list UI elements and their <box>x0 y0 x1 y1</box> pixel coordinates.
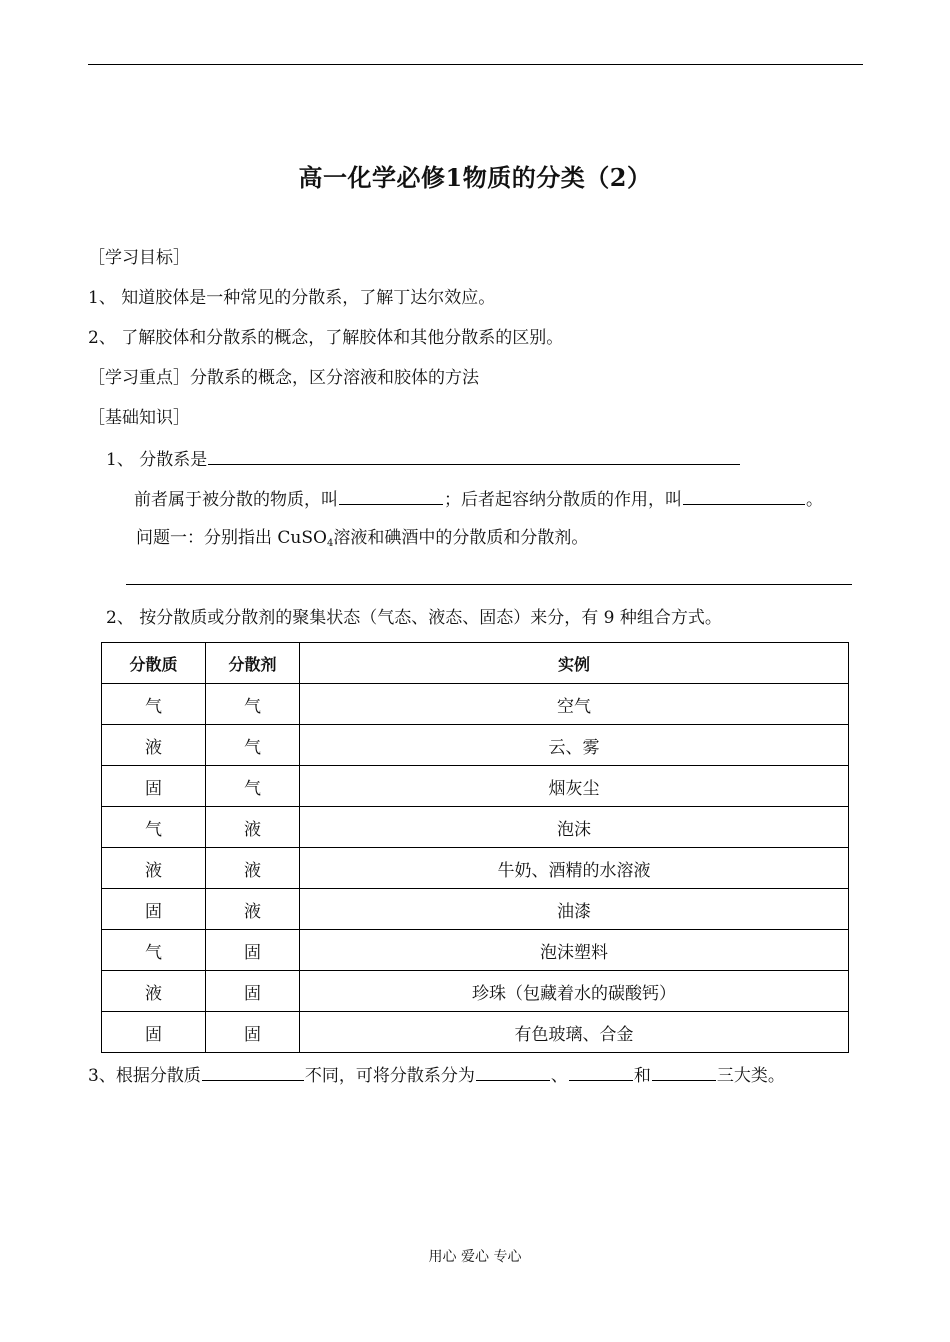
table-cell: 气 <box>206 766 300 807</box>
basics-heading: ［基础知识］ <box>88 408 190 428</box>
table-cell: 空气 <box>300 684 849 725</box>
objective-item-1: 1、 知道胶体是一种常见的分散系，了解丁达尔效应。 <box>88 288 496 308</box>
table-cell: 气 <box>102 930 206 971</box>
question-one-subscript: 4 <box>326 538 334 549</box>
table-row <box>102 848 849 889</box>
question-3-text-c: 、 <box>550 1066 568 1086</box>
table-cell: 烟灰尘 <box>300 766 849 807</box>
table-row <box>102 1012 849 1053</box>
table-cell: 固 <box>102 1012 206 1053</box>
question-3-text-b: 不同，可将分散系分为 <box>304 1066 475 1086</box>
answer-line[interactable] <box>126 584 852 585</box>
table-row <box>102 971 849 1012</box>
table-cell: 液 <box>102 725 206 766</box>
table-cell: 泡沫 <box>300 807 849 848</box>
question-2: 2、 按分散质或分散剂的聚集状态（气态、液态、固态）来分，有 9 种组合方式。 <box>106 608 722 628</box>
table-cell: 固 <box>206 930 300 971</box>
table-row <box>102 807 849 848</box>
category-blank-2[interactable] <box>569 1062 633 1081</box>
page-title: 高一化学必修1物质的分类（2） <box>298 163 652 192</box>
table-cell: 液 <box>206 889 300 930</box>
header-rule <box>88 64 863 65</box>
table-cell: 液 <box>206 848 300 889</box>
key-points: ［学习重点］分散系的概念，区分溶液和胶体的方法 <box>88 368 479 388</box>
table-cell: 液 <box>102 848 206 889</box>
question-one-text-b: 溶液和碘酒中的分散质和分散剂。 <box>333 528 589 548</box>
header-example: 实例 <box>300 643 849 684</box>
table-cell: 气 <box>102 684 206 725</box>
table-row <box>102 766 849 807</box>
table-header-row <box>102 643 849 684</box>
question-3-text-a: 3、根据分散质 <box>88 1066 201 1086</box>
question-3-text-e: 三大类。 <box>716 1066 785 1086</box>
table-cell: 云、雾 <box>300 725 849 766</box>
table-cell: 固 <box>102 889 206 930</box>
table-row <box>102 889 849 930</box>
question-one <box>136 526 588 556</box>
basis-blank[interactable] <box>202 1062 304 1081</box>
table-cell: 气 <box>206 725 300 766</box>
table-row <box>102 684 849 725</box>
question-1 <box>106 446 741 472</box>
table-cell: 泡沫塑料 <box>300 930 849 971</box>
category-blank-3[interactable] <box>652 1062 716 1081</box>
question-3-text-d: 和 <box>633 1066 651 1086</box>
table-cell: 牛奶、酒精的水溶液 <box>300 848 849 889</box>
objective-item-2: 2、 了解胶体和分散系的概念，了解胶体和其他分散系的区别。 <box>88 328 564 348</box>
page-footer: 用心 爱心 专心 <box>428 1249 522 1265</box>
table-cell: 固 <box>206 1012 300 1053</box>
dispersed-phase-text: 前者属于被分散的物质，叫 <box>134 490 338 510</box>
table-cell: 液 <box>102 971 206 1012</box>
table-cell: 固 <box>102 766 206 807</box>
table-cell: 有色玻璃、合金 <box>300 1012 849 1053</box>
header-dispersion-medium: 分散剂 <box>206 643 300 684</box>
table-cell: 气 <box>102 807 206 848</box>
dispersion-medium-text: ；后者起容纳分散质的作用，叫 <box>444 490 682 510</box>
table-row <box>102 725 849 766</box>
table-row <box>102 930 849 971</box>
question-3 <box>88 1062 785 1088</box>
header-dispersed-phase: 分散质 <box>102 643 206 684</box>
dispersion-medium-blank[interactable] <box>683 486 805 505</box>
question-1-prefix: 1、 分散系是 <box>106 450 208 470</box>
definition-blank[interactable] <box>208 446 740 465</box>
table-cell: 油漆 <box>300 889 849 930</box>
line-end-mark: 。 <box>806 490 823 510</box>
question-1-line-2 <box>134 486 823 512</box>
objectives-heading: ［学习目标］ <box>88 248 190 268</box>
question-one-text-a: 问题一：分别指出 CuSO <box>136 528 327 548</box>
table-cell: 固 <box>206 971 300 1012</box>
dispersed-phase-blank[interactable] <box>339 486 443 505</box>
category-blank-1[interactable] <box>476 1062 550 1081</box>
table-cell: 气 <box>206 684 300 725</box>
table-cell: 液 <box>206 807 300 848</box>
table-cell: 珍珠（包藏着水的碳酸钙） <box>300 971 849 1012</box>
dispersion-table <box>101 642 849 1053</box>
